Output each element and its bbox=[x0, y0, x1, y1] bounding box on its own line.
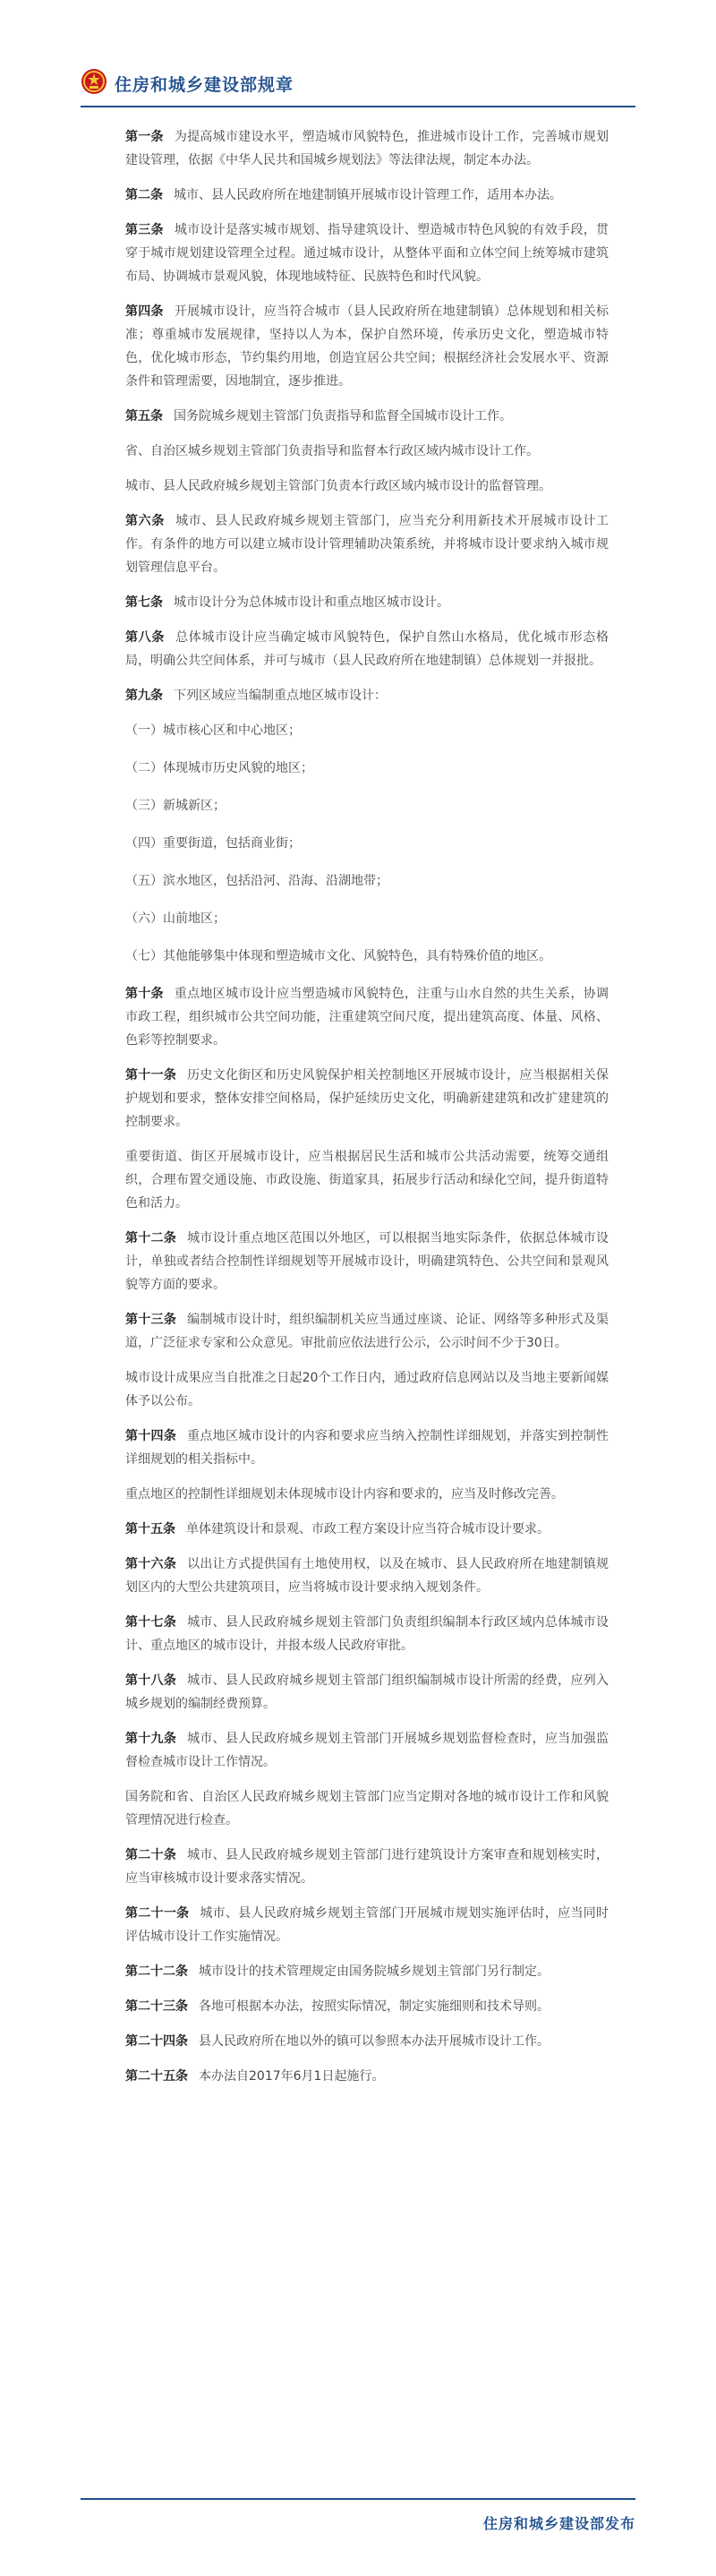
article-text: 以出让方式提供国有土地使用权，以及在城市、县人民政府所在地建制镇规划区内的大型公共建筑项目，应当将城市设计要求纳入规划条件。 bbox=[125, 1557, 609, 1595]
article-text: 城市、县人民政府所在地建制镇开展城市设计管理工作，适用本办法。 bbox=[174, 188, 562, 202]
article-paragraph bbox=[125, 1366, 609, 1413]
article-number: 第二十一条 bbox=[125, 1906, 190, 1921]
article-number: 第二十三条 bbox=[125, 1999, 188, 2014]
article-paragraph bbox=[125, 1995, 609, 2018]
article-text: 重点地区城市设计的内容和要求应当纳入控制性详细规划，并落实到控制性详细规划的相关指标中。 bbox=[125, 1429, 609, 1467]
article-text: 重要街道、街区开展城市设计，应当根据居民生活和城市公共活动需要，统筹交通组织，合理布置交通设施、市政设施、街道家具，拓展步行活动和绿化空间，提升街道特色和活力。 bbox=[125, 1150, 609, 1211]
article-paragraph bbox=[125, 1553, 609, 1599]
article-text: 单体建筑设计和景观、市政工程方案设计应当符合城市设计要求。 bbox=[186, 1522, 550, 1536]
regulation-body bbox=[125, 125, 609, 2100]
article-number: 第八条 bbox=[125, 630, 166, 645]
national-emblem-icon bbox=[81, 68, 107, 95]
article-number: 第十一条 bbox=[125, 1068, 177, 1083]
article-paragraph bbox=[125, 1727, 609, 1774]
article-text: 城市、县人民政府城乡规划主管部门负责组织编制本行政区域内总体城市设计、重点地区的城市设计，并报本级人民政府审批。 bbox=[125, 1615, 609, 1653]
article-number: 第一条 bbox=[125, 130, 164, 144]
list-item: （三）新城新区； bbox=[125, 799, 226, 813]
article-text: 总体城市设计应当确定城市风貌特色，保护自然山水格局，优化城市形态格局，明确公共空间体系，并可与城市（县人民政府所在地建制镇）总体规划一并报批。 bbox=[125, 630, 609, 668]
article-text: 国务院城乡规划主管部门负责指导和监督全国城市设计工作。 bbox=[174, 409, 512, 424]
article-text: 重点地区的控制性详细规划未体现城市设计内容和要求的，应当及时修改完善。 bbox=[125, 1487, 564, 1502]
article-number: 第二十条 bbox=[125, 1848, 177, 1862]
article-text: 开展城市设计，应当符合城市（县人民政府所在地建制镇）总体规划和相关标准；尊重城市发展规律，坚持以人为本，保护自然环境，传承历史文化，塑造城市特色，优化城市形态，节约集约用地，创造宜居公共空间；根据经济社会发展水平、资源条件和管理需要，因地制宜，逐步推进。 bbox=[125, 304, 609, 389]
article-paragraph bbox=[125, 405, 609, 428]
article-paragraph bbox=[125, 684, 609, 707]
article-text: 本办法自2017年6月1日起施行。 bbox=[199, 2069, 385, 2084]
footer-divider bbox=[81, 2498, 635, 2500]
article-text: 城市设计是落实城市规划、指导建筑设计、塑造城市特色风貌的有效手段，贯穿于城市规划建设管理全过程。通过城市设计，从整体平面和立体空间上统筹城市建筑布局、协调城市景观风貌，体现地域特征、民族特色和时代风貌。 bbox=[125, 223, 609, 284]
article-number: 第四条 bbox=[125, 304, 164, 319]
article-text: 下列区域应当编制重点地区城市设计： bbox=[174, 689, 387, 703]
list-item: （六）山前地区； bbox=[125, 911, 226, 926]
article-text: 城市设计的技术管理规定由国务院城乡规划主管部门另行制定。 bbox=[199, 1964, 550, 1979]
article-paragraph bbox=[125, 1145, 609, 1215]
list-item: （二）体现城市历史风貌的地区； bbox=[125, 761, 313, 775]
article-paragraph bbox=[125, 626, 609, 672]
article-number: 第十九条 bbox=[125, 1732, 177, 1746]
article-paragraph bbox=[125, 184, 609, 207]
article-paragraph bbox=[125, 1611, 609, 1657]
article-number: 第三条 bbox=[125, 223, 164, 237]
article-paragraph bbox=[125, 1227, 609, 1297]
article-paragraph bbox=[125, 1425, 609, 1471]
page-header-title: 住房和城乡建设部规章 bbox=[115, 75, 294, 95]
article-text: 城市设计分为总体城市设计和重点地区城市设计。 bbox=[174, 595, 449, 610]
list-item: （四）重要街道，包括商业街； bbox=[125, 836, 301, 851]
article-text: 城市、县人民政府城乡规划主管部门组织编制城市设计所需的经费，应列入城乡规划的编制经费预算。 bbox=[125, 1673, 609, 1711]
article-text: 城市、县人民政府城乡规划主管部门，应当充分利用新技术开展城市设计工作。有条件的地方可以建立城市设计管理辅助决策系统，并将城市设计要求纳入城市规划管理信息平台。 bbox=[125, 514, 609, 575]
article-number: 第六条 bbox=[125, 514, 166, 528]
article-paragraph bbox=[125, 1518, 609, 1541]
list-item: （一）城市核心区和中心地区； bbox=[125, 723, 301, 738]
article-paragraph bbox=[125, 1785, 609, 1832]
article-number: 第十八条 bbox=[125, 1673, 177, 1688]
article-text: 城市、县人民政府城乡规划主管部门开展城市规划实施评估时，应当同时评估城市设计工作实施情况。 bbox=[125, 1906, 609, 1944]
article-text: 城市、县人民政府城乡规划主管部门开展城乡规划监督检查时，应当加强监督检查城市设计工作情况。 bbox=[125, 1732, 609, 1769]
article-number: 第五条 bbox=[125, 409, 163, 424]
footer-publisher: 住房和城乡建设部发布 bbox=[482, 2515, 635, 2532]
article-text: 城市、县人民政府城乡规划主管部门负责本行政区域内城市设计的监督管理。 bbox=[125, 479, 551, 493]
article-number: 第十四条 bbox=[125, 1429, 177, 1443]
article-number: 第十五条 bbox=[125, 1522, 175, 1536]
article-number: 第二条 bbox=[125, 188, 163, 202]
article-number: 第二十二条 bbox=[125, 1964, 188, 1979]
header-divider bbox=[81, 106, 635, 107]
article-number: 第十条 bbox=[125, 987, 164, 1001]
article-text: 城市设计重点地区范围以外地区，可以根据当地实际条件，依据总体城市设计，单独或者结合控制性详细规划等开展城市设计，明确建筑特色、公共空间和景观风貌等方面的要求。 bbox=[125, 1231, 609, 1292]
article-number: 第十二条 bbox=[125, 1231, 177, 1245]
article-paragraph bbox=[125, 2065, 609, 2088]
article-paragraph bbox=[125, 2030, 609, 2053]
article-number: 第十三条 bbox=[125, 1313, 177, 1327]
article-text: 省、自治区城乡规划主管部门负责指导和监督本行政区域内城市设计工作。 bbox=[125, 444, 539, 458]
article-paragraph bbox=[125, 440, 609, 463]
article-paragraph bbox=[125, 300, 609, 393]
article-paragraph bbox=[125, 982, 609, 1052]
article-text: 国务院和省、自治区人民政府城乡规划主管部门应当定期对各地的城市设计工作和风貌管理情况进行检查。 bbox=[125, 1790, 609, 1827]
article-paragraph bbox=[125, 475, 609, 498]
article-paragraph bbox=[125, 1064, 609, 1134]
article-text: 重点地区城市设计应当塑造城市风貌特色，注重与山水自然的共生关系，协调市政工程，组织城市公共空间功能，注重建筑空间尺度，提出建筑高度、体量、风格、色彩等控制要求。 bbox=[125, 987, 609, 1048]
article-paragraph bbox=[125, 1308, 609, 1355]
article-paragraph bbox=[125, 509, 609, 579]
header bbox=[0, 0, 716, 95]
article-number: 第二十五条 bbox=[125, 2069, 188, 2084]
article-paragraph bbox=[125, 1960, 609, 1983]
article-text: 历史文化街区和历史风貌保护相关控制地区开展城市设计，应当根据相关保护规划和要求，整体安排空间格局，保护延续历史文化，明确新建建筑和改扩建建筑的控制要求。 bbox=[125, 1068, 609, 1129]
article-paragraph bbox=[125, 1483, 609, 1506]
list-item: （五）滨水地区，包括沿河、沿海、沿湖地带； bbox=[125, 874, 388, 888]
article-text: 编制城市设计时，组织编制机关应当通过座谈、论证、网络等多种形式及渠道，广泛征求专家和公众意见。审批前应依法进行公示，公示时间不少于30日。 bbox=[125, 1313, 609, 1350]
article-number: 第二十四条 bbox=[125, 2034, 188, 2049]
article-number: 第七条 bbox=[125, 595, 163, 610]
article-number: 第十七条 bbox=[125, 1615, 177, 1630]
list-item: （七）其他能够集中体现和塑造城市文化、风貌特色，具有特殊价值的地区。 bbox=[125, 949, 551, 963]
article-text: 县人民政府所在地以外的镇可以参照本办法开展城市设计工作。 bbox=[199, 2034, 550, 2049]
article-paragraph bbox=[125, 218, 609, 288]
article-paragraph bbox=[125, 1669, 609, 1716]
article-text: 为提高城市建设水平，塑造城市风貌特色，推进城市设计工作，完善城市规划建设管理，依据《中华人民共和国城乡规划法》等法律法规，制定本办法。 bbox=[125, 130, 609, 167]
article-text: 各地可根据本办法，按照实际情况，制定实施细则和技术导则。 bbox=[199, 1999, 550, 2014]
article-paragraph bbox=[125, 1844, 609, 1890]
article-text: 城市、县人民政府城乡规划主管部门进行建筑设计方案审查和规划核实时，应当审核城市设计要求落实情况。 bbox=[125, 1848, 609, 1886]
article-text: 城市设计成果应当自批准之日起20个工作日内，通过政府信息网站以及当地主要新闻媒体予以公布。 bbox=[125, 1371, 609, 1408]
article-paragraph bbox=[125, 1902, 609, 1948]
article-number: 第九条 bbox=[125, 689, 163, 703]
article-paragraph bbox=[125, 125, 609, 172]
article-paragraph bbox=[125, 591, 609, 614]
article-number: 第十六条 bbox=[125, 1557, 177, 1571]
